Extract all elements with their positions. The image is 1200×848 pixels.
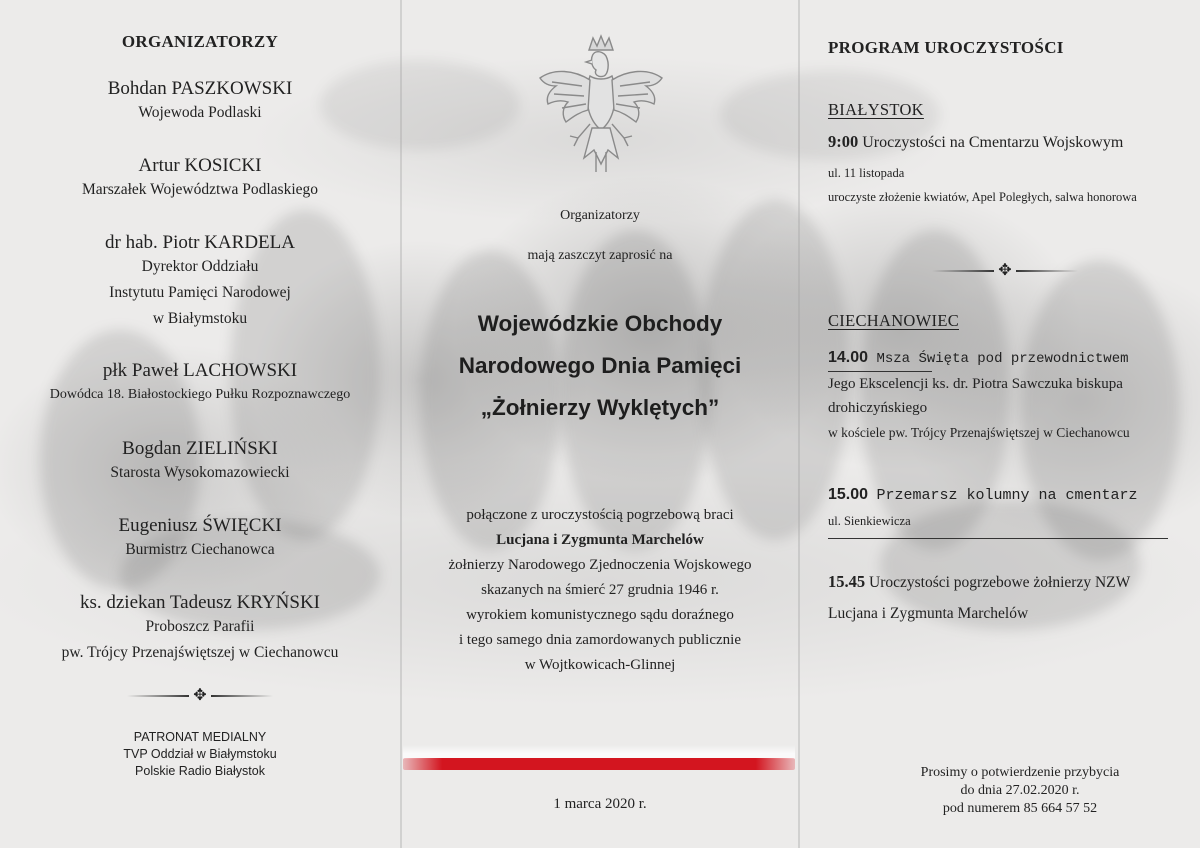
event-text: Msza Święta pod przewodnictwem xyxy=(876,351,1129,367)
organizer-role: Dowódca 18. Białostockiego Pułku Rozpoznawczego xyxy=(49,387,351,402)
event-text: Uroczystości pogrzebowe żołnierzy NZW xyxy=(869,574,1131,591)
program-panel xyxy=(800,0,1200,848)
invite-line: Organizatorzy xyxy=(560,208,640,223)
program-event xyxy=(828,483,1168,539)
organizer-name: Eugeniusz ŚWIĘCKI xyxy=(118,515,282,536)
event-text: Uroczystości na Cmentarzu Wojskowym xyxy=(862,134,1124,151)
title-line: „Żołnierzy Wyklętych” xyxy=(480,395,720,420)
organizers-panel xyxy=(0,0,400,848)
rsvp-line: do dnia 27.02.2020 r. xyxy=(960,783,1080,798)
polish-flag-ribbon xyxy=(403,745,795,773)
organizer-name: Bohdan PASZKOWSKI xyxy=(107,78,293,99)
location-ciechanowiec: CIECHANOWIEC xyxy=(828,311,959,330)
invitation-panel xyxy=(400,0,800,848)
patronage-item: TVP Oddział w Białymstoku xyxy=(123,747,277,761)
event-details: uroczyste złożenie kwiatów, Apel Poległych, salwa honorowa xyxy=(828,190,1137,204)
ornament-icon: ✥ xyxy=(998,262,1012,279)
desc-line: i tego samego dnia zamordowanych publicznie xyxy=(459,632,741,648)
ornament-divider xyxy=(930,263,1080,279)
organizer-block xyxy=(0,76,400,126)
title-line: Narodowego Dnia Pamięci xyxy=(458,353,742,378)
program-event xyxy=(828,130,1123,155)
title-line: Wojewódzkie Obchody xyxy=(477,311,723,336)
organizer-role: Marszałek Województwa Podlaskiego xyxy=(81,181,319,198)
organizer-name: płk Paweł LACHOWSKI xyxy=(102,360,298,381)
ornament-icon: ✥ xyxy=(193,687,207,704)
event-details: w kościele pw. Trójcy Przenajświętszej w Ciechanowcu xyxy=(828,425,1130,440)
organizer-block xyxy=(0,590,400,666)
invite-line: mają zaszczyt zaprosić na xyxy=(527,248,673,263)
organizers-heading: ORGANIZATORZY xyxy=(121,32,279,51)
event-details: ul. Sienkiewicza xyxy=(828,514,911,528)
event-address: ul. 11 listopada xyxy=(828,166,905,180)
event-description xyxy=(400,503,800,678)
organizer-block xyxy=(0,358,400,408)
event-line: Jego Ekscelencji ks. dr. Piotra Sawczuka biskupa xyxy=(828,376,1123,392)
organizer-name: Bogdan ZIELIŃSKI xyxy=(122,438,278,459)
organizer-name: Artur KOSICKI xyxy=(138,155,262,176)
organizer-block xyxy=(0,153,400,203)
rsvp-line: Prosimy o potwierdzenie przybycia xyxy=(920,765,1120,780)
event-text: Przemarsz kolumny na cmentarz xyxy=(876,487,1138,504)
event-line: Lucjana i Zygmunta Marchelów xyxy=(828,605,1029,622)
ornament-divider xyxy=(0,688,400,704)
organizer-role: Starosta Wysokomazowiecki xyxy=(110,464,290,481)
event-date: 1 marca 2020 r. xyxy=(553,796,647,812)
program-event xyxy=(828,570,1130,595)
section-rule xyxy=(828,538,1168,539)
organizer-role: w Białymstoku xyxy=(152,310,248,327)
desc-line: żołnierzy Narodowego Zjednoczenia Wojskowego xyxy=(448,557,752,573)
rsvp-note xyxy=(860,764,1180,818)
flag-red-stripe xyxy=(403,758,795,770)
event-time: 15.45 xyxy=(828,572,866,591)
organizer-block xyxy=(0,436,400,486)
organizer-role: Wojewoda Podlaski xyxy=(138,104,262,121)
organizer-role: pw. Trójcy Przenajświętszej w Ciechanowcu xyxy=(61,644,339,661)
desc-line: połączone z uroczystością pogrzebową braci xyxy=(466,507,734,523)
organizer-name: dr hab. Piotr KARDELA xyxy=(105,232,295,253)
patronage-heading: PATRONAT MEDIALNY xyxy=(133,730,267,744)
organizer-role: Dyrektor Oddziału xyxy=(141,258,259,275)
event-time: 15.00 xyxy=(828,486,869,503)
desc-line-names: Lucjana i Zygmunta Marchelów xyxy=(496,532,704,548)
media-patronage xyxy=(0,729,400,780)
desc-line: w Wojtkowicach-Glinnej xyxy=(524,657,676,673)
event-line: drohiczyńskiego xyxy=(828,400,928,416)
event-title xyxy=(400,303,800,429)
location-bialystok: BIAŁYSTOK xyxy=(828,100,924,119)
eagle-emblem-icon xyxy=(534,34,668,180)
program-event xyxy=(828,346,1168,446)
patronage-item: Polskie Radio Białystok xyxy=(135,764,265,778)
program-heading: PROGRAM UROCZYSTOŚCI xyxy=(828,38,1064,57)
organizer-block xyxy=(0,230,400,332)
rsvp-line: pod numerem 85 664 57 52 xyxy=(942,801,1098,816)
organizer-role: Burmistrz Ciechanowca xyxy=(125,541,275,558)
event-time: 14.00 xyxy=(828,349,869,366)
event-time: 9:00 xyxy=(828,132,859,151)
desc-line: skazanych na śmierć 27 grudnia 1946 r. xyxy=(481,582,719,598)
organizer-role: Proboszcz Parafii xyxy=(145,618,255,635)
flag-white-stripe xyxy=(403,745,795,759)
organizer-role: Instytutu Pamięci Narodowej xyxy=(109,284,291,301)
organizer-block xyxy=(0,513,400,563)
desc-line: wyrokiem komunistycznego sądu doraźnego xyxy=(466,607,734,623)
organizer-name: ks. dziekan Tadeusz KRYŃSKI xyxy=(79,592,320,613)
